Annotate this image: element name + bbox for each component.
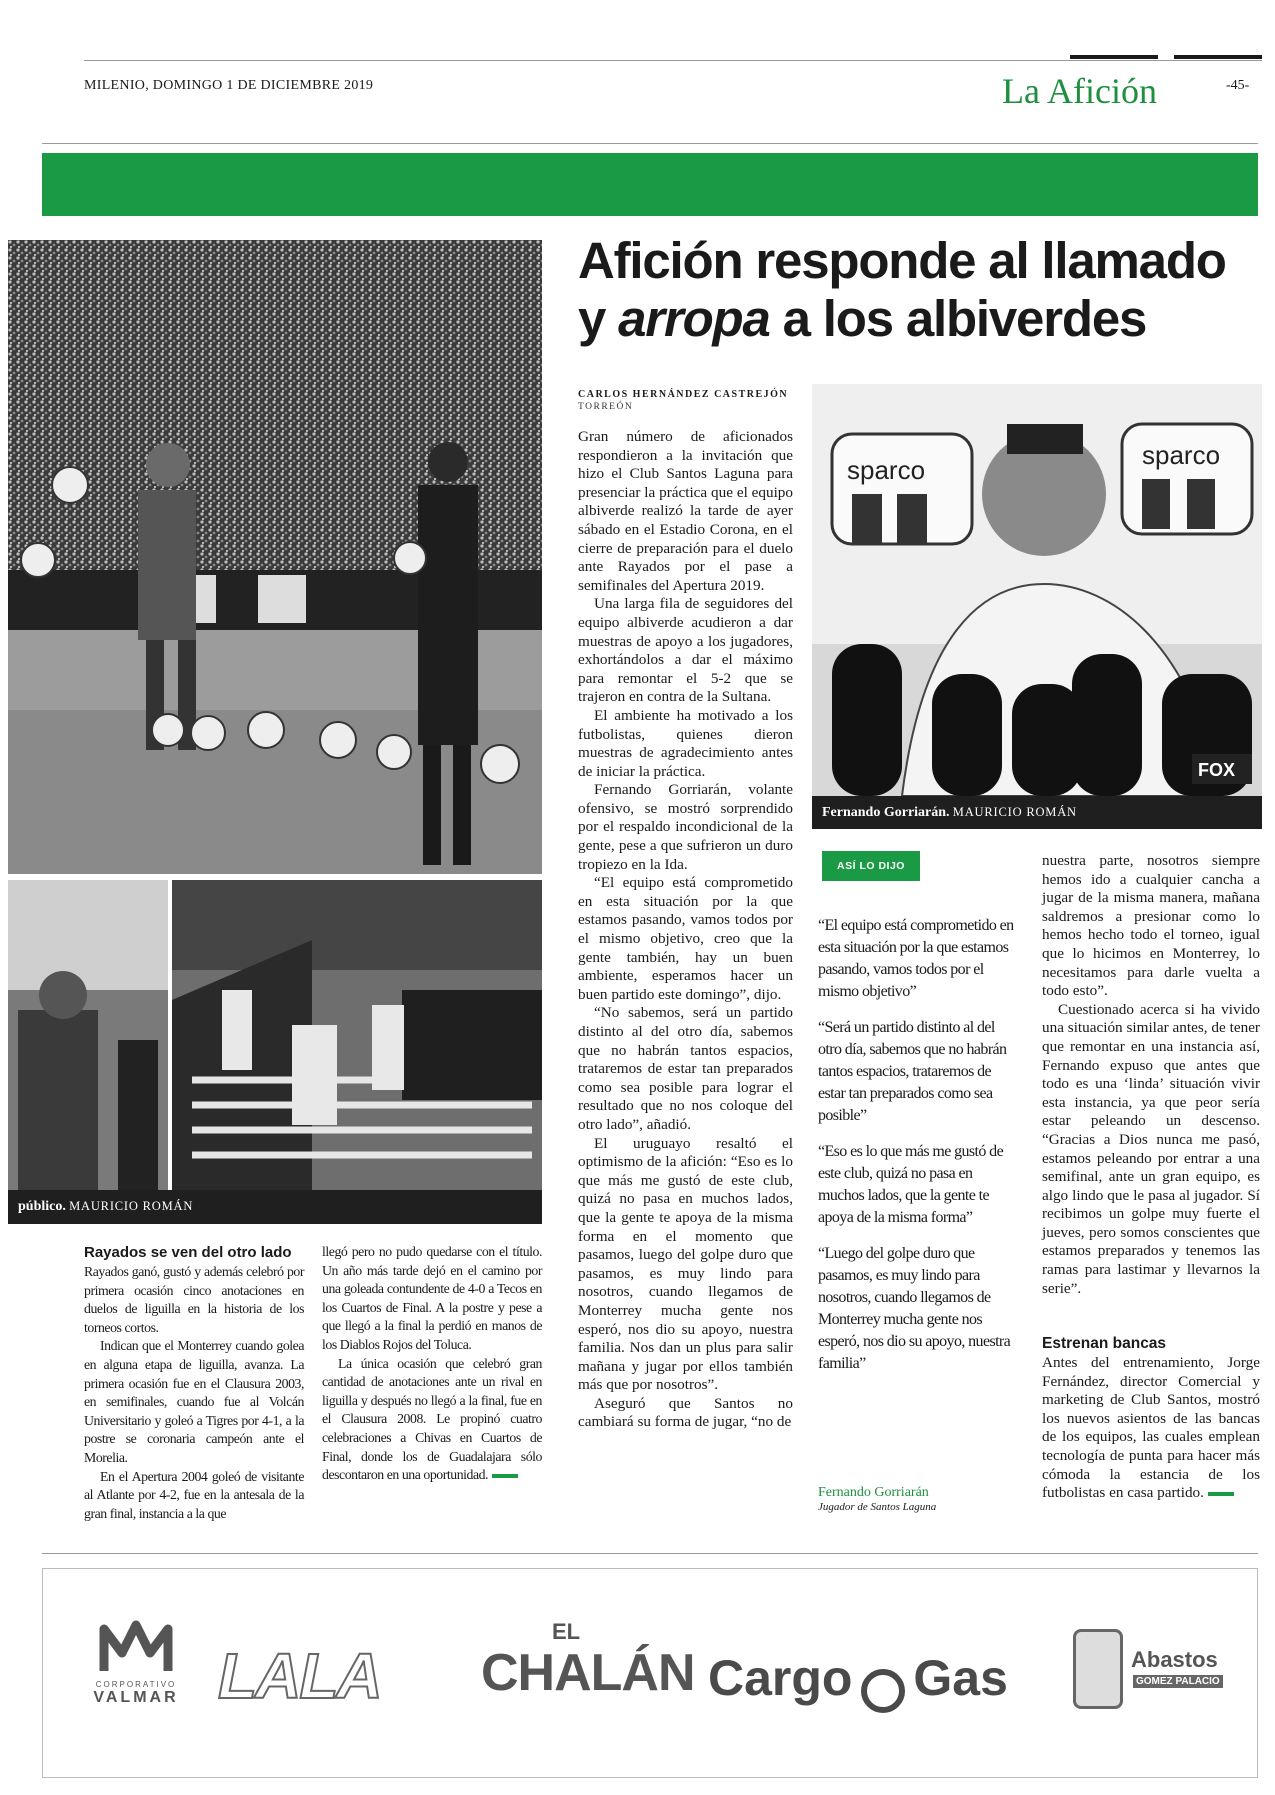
subsection: [1042, 1334, 1260, 1503]
pull-quote: “Será un partido distinto al del otro día, sabemos que no habrán tantos espacios, trataremos de estar tan preparados como sea posible”: [818, 1019, 1007, 1124]
paragraph: [578, 874, 793, 1004]
section-mark: [1070, 55, 1158, 59]
byline: CARLOS HERNÁNDEZ CASTREJÓN: [578, 389, 789, 400]
fox-badge: FOX: [1198, 760, 1236, 780]
caption-left-title: público.: [18, 1199, 66, 1214]
pull-quote: “El equipo está comprometido en esta situación por la que estamos pasando, vamos todos por el mismo objetivo”: [818, 917, 1014, 1000]
paragraph-text: Cuestionado acerca si ha vivido una situación similar antes, de tener que remontar en una instancia así, Fernando expuso que antes que todo es una ‘linda’ situación vivir esta instancia, ya que peor sería estar peleando un descenso. “Gracias a Dios nunca me pasó, estamos peleando por entrar a una semifinal, ante un gran equipo, es algo lindo que le pasa al jugador. Sí recibimos un golpe muy fuerte el jueves, pero somos conscientes que estamos preparados y tenemos las ramas para lastimar y llevarnos la serie”.: [1042, 1000, 1260, 1297]
byline-place: TORREÓN: [578, 402, 634, 412]
subsection-body: [1042, 1354, 1260, 1503]
lala-logo: [218, 1639, 448, 1713]
section-mark: [1174, 55, 1262, 59]
paragraph-text: Una larga fila de seguidores del equipo albiverde acudieron a dar muestras de apoyo a los jugadores, exhortándolos a dar el máximo para remontar el 5-2 que se trajeron en contra de la Sultana.: [578, 595, 793, 706]
sponsor-text: sparco: [847, 455, 926, 485]
page-number: -45-: [1226, 78, 1250, 93]
side-story-column-a: [84, 1263, 304, 1523]
paragraph-text: Gran número de aficionados respondieron a la invitación que hizo el Club Santos Laguna para presenciar la práctica que el equipo albiverde realizó la tarde de ayer sábado en el Estadio Corona, en el cierre de preparación para el duelo ante Rayados por el pase a semifinales del Apertura 2019.: [578, 428, 793, 594]
paragraph-text: Rayados ganó, gustó y además celebró por primera ocasión cinco anotaciones en duelos de liguilla en la historia de los torneos cortos.: [84, 1264, 304, 1335]
article-column-3: [1042, 852, 1260, 1298]
headline-line2: [578, 290, 1268, 348]
side-story-heading: Rayados se ven del otro lado: [84, 1244, 292, 1261]
paragraph: [578, 1135, 793, 1395]
photo-caption-left: [8, 1190, 542, 1224]
section-banner: [42, 153, 1258, 216]
valmar-icon: [96, 1619, 176, 1675]
paragraph-text: Aseguró que Santos no cambiará su forma de jugar, “no de: [578, 1394, 793, 1431]
end-mark: [1208, 1492, 1234, 1496]
end-mark: [492, 1474, 518, 1478]
header-rule: [42, 143, 1258, 144]
headline-part: y: [578, 290, 619, 347]
abastos-name: Abastos: [1131, 1647, 1218, 1672]
sponsors-box: [42, 1568, 1258, 1778]
paragraph: [84, 1337, 304, 1467]
paragraph-text: Indican que el Monterrey cuando golea en alguna etapa de liguilla, avanza. La primera ocasión fue en el Clausura 2003, en semifinales, cuando fue al Volcán Universitario y goleó a Tigres por 4-1, a la postre se coronaria campeón ante el Morelia.: [84, 1338, 304, 1465]
paragraph: [84, 1263, 304, 1337]
photo-caption-right: [812, 796, 1262, 829]
paragraph-text: La única ocasión que celebró gran cantidad de anotaciones ante un rival en liguilla y después no llegó a la final, fue en el Clausura 2008. Le propinó cuatro celebraciones a Chivas en Cuartos de Final, donde los de Guadalajara sólo descontaron en una oportunidad.: [322, 1355, 542, 1483]
quote-attribution: [818, 1485, 1014, 1513]
top-rule: [84, 60, 1262, 61]
quote-role: Jugador de Santos Laguna: [818, 1501, 937, 1513]
paragraph-text: nuestra parte, nosotros siempre hemos ido a cualquier cancha a jugar de la misma manera, mañana saldremos a presionar como lo hemos hecho todo el torneo, igual que lo hicimos en Monterrey, lo necesitamos para darle vuelta a todo esto”.: [1042, 852, 1260, 1000]
paragraph-text: El ambiente ha motivado a los futbolistas, quienes dieron muestras de agradecimiento antes de iniciar la práctica.: [578, 706, 793, 780]
dateline: MILENIO, DOMINGO 1 DE DICIEMBRE 2019: [84, 78, 374, 93]
quotes-tag: ASÍ LO DIJO: [822, 851, 920, 881]
coach-photo: [8, 880, 168, 1190]
paragraph: [1042, 852, 1260, 1001]
paragraph-text: El uruguayo resaltó el optimismo de la afición: “Eso es lo que más me gustó de este club, quizá no pasa en muchos lados, que la gente te apoya de la misma forma en el momento que pasamos, luego del golpe duro que pasamos, es muy lindo para nosotros, cuando llegamos de Monterrey mucha gente nos esperó, nos dio su apoyo, nuestra familia. Nos dan un plus para salir mañana y jugar por ellos también más que por nosotros”.: [578, 1134, 793, 1394]
paragraph: [322, 1243, 542, 1355]
paragraph-text: “No sabemos, será un partido distinto al del otro día, sabemos que no habrán tantos espacios, trataremos de estar tan preparados como sea posible para lograr el resultado que no nos coloque del otro lado”, añadió.: [578, 1004, 793, 1133]
chalan-name: CHALÁN: [481, 1644, 695, 1702]
flame-icon: [861, 1669, 905, 1713]
chalan-top: EL: [551, 1619, 581, 1644]
pull-quote: “Eso es lo que más me gustó de este club, quizá no pasa en muchos lados, que la gente te apoya de la misma forma”: [818, 1143, 1004, 1226]
training-photo: [8, 240, 542, 874]
article-column-1: [578, 428, 793, 1432]
ads-rule: [42, 1553, 1258, 1554]
section-title: La Afición: [1002, 71, 1157, 111]
abastos-sub: GOMEZ PALACIO: [1133, 1675, 1223, 1688]
headline-part: a los albiverdes: [769, 290, 1147, 347]
side-story-title: [84, 1243, 304, 1263]
side-story-column-b: [322, 1243, 542, 1485]
paragraph: [1042, 1001, 1260, 1299]
paragraph-text: llegó pero no pudo quedarse con el título. Un año más tarde dejó en el camino por una goleada contundente de 4-0 a Tecos en los Cuartos de Final. A la postre y pese a que llegó a la final la perdió en manos de los Diablos Rojos del Toluca.: [322, 1244, 542, 1352]
cargo-text: Cargo: [708, 1650, 853, 1706]
paragraph: [578, 707, 793, 781]
paragraph-text: En el Apertura 2004 goleó de visitante al Atlante por 4-2, fue en la antesala de la gran final, instancia a la que: [84, 1468, 304, 1521]
valmar-name: VALMAR: [93, 1689, 179, 1706]
paragraph: [322, 1355, 542, 1485]
subsection-heading: Estrenan bancas: [1042, 1335, 1167, 1352]
paragraph-text: Fernando Gorriarán, volante ofensivo, se mostró sorprendido por el respaldo incondicional de la gente, pese a que sufrieron un duro tropiezo en la Ida.: [578, 781, 793, 873]
paragraph: [84, 1468, 304, 1524]
paragraph: [578, 1004, 793, 1134]
players-photo: [172, 880, 542, 1190]
abastos-mascot-icon: [1073, 1629, 1123, 1709]
lala-text: LALA: [218, 1640, 381, 1712]
pull-quote: “Luego del golpe duro que pasamos, es muy lindo para nosotros, cuando llegamos de Monterrey mucha gente nos esperó, nos dio su apoyo, nuestra familia”: [818, 1245, 1011, 1372]
paragraph: [578, 781, 793, 874]
gorriaran-photo: [812, 384, 1262, 796]
gas-text: Gas: [913, 1650, 1008, 1706]
headline-emphasis: arropa: [618, 290, 770, 347]
paragraph-text: “El equipo está comprometido en esta situación por la que estamos pasando, vamos todos por el mismo objetivo, creo que la gente también, hay un buen ambiente, esperamos hacer un buen partido este domingo”, dijo.: [578, 874, 793, 1003]
quote-name: Fernando Gorriarán: [818, 1485, 929, 1500]
subsection-text: Antes del entrenamiento, Jorge Fernández, director Comercial y marketing de Club Santos, mostró los nuevos asientos de las bancas de los equipos, las cuales emplean tecnología de punta para hacer más cómoda la estancia de los futbolistas en casa partido.: [1042, 1354, 1260, 1502]
caption-right-title: Fernando Gorriarán.: [822, 805, 950, 820]
valmar-sub: CORPORATIVO: [95, 1680, 177, 1689]
chalan-logo: [481, 1619, 695, 1702]
paragraph: [578, 428, 793, 595]
quotes-sidebar: [818, 915, 1014, 1389]
paragraph: [578, 595, 793, 707]
headline-line1: Afición responde al llamado: [578, 232, 1226, 289]
sponsor-text: sparco: [1142, 440, 1221, 470]
cargogas-logo: [708, 1649, 1028, 1713]
headline: [578, 232, 1268, 348]
paragraph: [578, 1395, 793, 1432]
caption-right-credit: MAURICIO ROMÁN: [952, 805, 1077, 819]
caption-left-credit: MAURICIO ROMÁN: [69, 1199, 194, 1213]
valmar-logo: [81, 1619, 191, 1707]
